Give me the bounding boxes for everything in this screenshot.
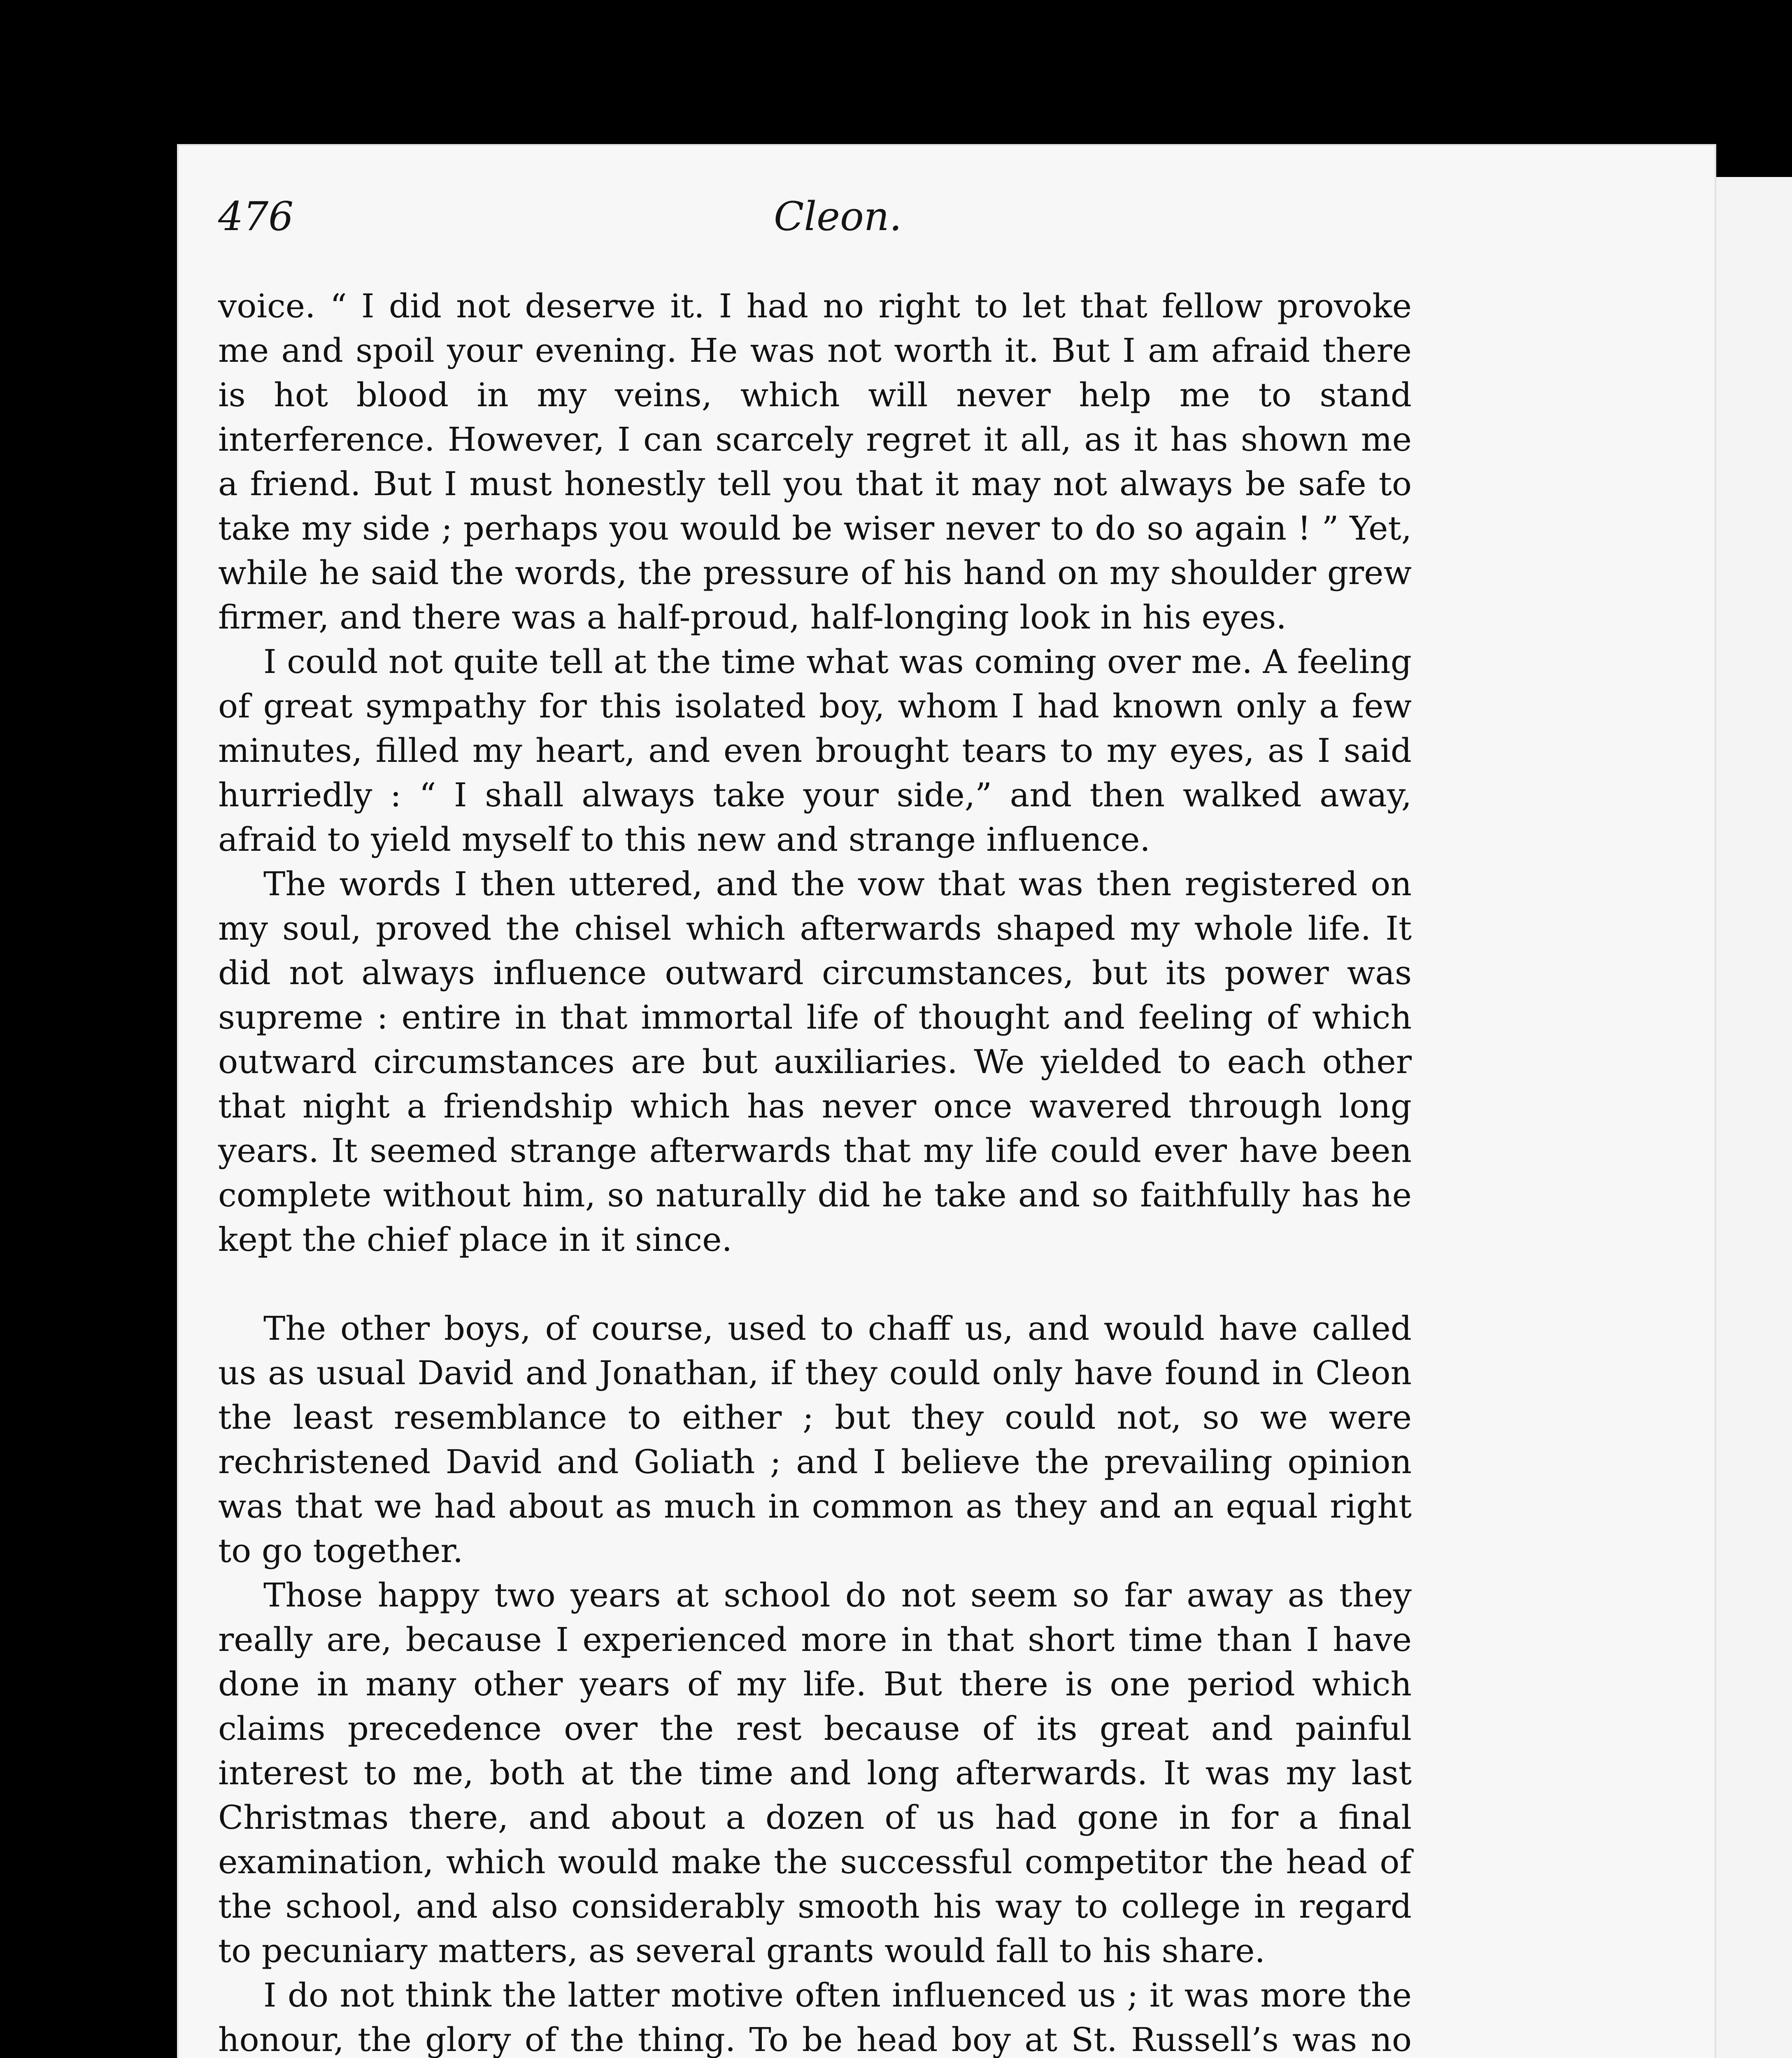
paragraph: Those happy two years at school do not seem so far away as they really are, because I experienced more in that short time than I have done in many other years of my life. But there is one period which claims precedence over the rest because of its great and painful interest to me, both at the time and long afterwards. It was my last Christmas there, and about a dozen of us had gone in for a final examination, which would make the successful competitor the head of the school, and also considerably smooth his way to college in regard to pecuniary matters, as several grants would fall to his share.: [218, 1576, 1412, 1970]
paragraph: The other boys, of course, used to chaff us, and would have called us as usual David and Jonathan, if they could only have found in Cleon the least resemblance to either ; but they could not, so we were rechristened David and Goliath ; and I believe the prevailing opinion was that we had about as much in common as they and an equal right to go together.: [218, 1309, 1412, 1570]
paragraph: I do not think the latter motive often influenced us ; it was more the honour, the glory of the thing. To be head boy at St. Russell’s was no: [218, 1976, 1412, 2058]
page-number: 476: [218, 193, 294, 240]
page-header: [218, 193, 1412, 251]
paragraph: voice. “ I did not deserve it. I had no right to let that fellow provoke me and spoil your evening. He was not worth it. But I am afraid there is hot blood in my veins, which will never help me to stand interference. However, I can scarcely regret it all, as it has shown me a friend. But I must honestly tell you that it may not always be safe to take my side ; perhaps you would be wiser never to do so again ! ” Yet, while he said the words, the pressure of his hand on my shoulder grew firmer, and there was a half-proud, half-longing look in his eyes.: [218, 287, 1412, 636]
section-break: [218, 1262, 1412, 1306]
paragraph: The words I then uttered, and the vow that was then registered on my soul, proved the chisel which afterwards shaped my whole life. It did not always influence outward circumstances, but its power was supreme : entire in that immortal life of thought and feeling of which outward circumstances are but auxiliaries. We yielded to each other that night a friendship which has never once wavered through long years. It seemed strange afterwards that my life could ever have been complete without him, so naturally did he take and so faithfully has he kept the chief place in it since.: [218, 865, 1412, 1259]
body-text: [218, 284, 1412, 2058]
paragraph: I could not quite tell at the time what was coming over me. A feeling of great sympathy for this isolated boy, whom I had known only a few minutes, filled my heart, and even brought tears to my eyes, as I said hurriedly : “ I shall always take your side,” and then walked away, afraid to yield myself to this new and strange influence.: [218, 643, 1412, 859]
running-title: Cleon.: [774, 193, 902, 240]
